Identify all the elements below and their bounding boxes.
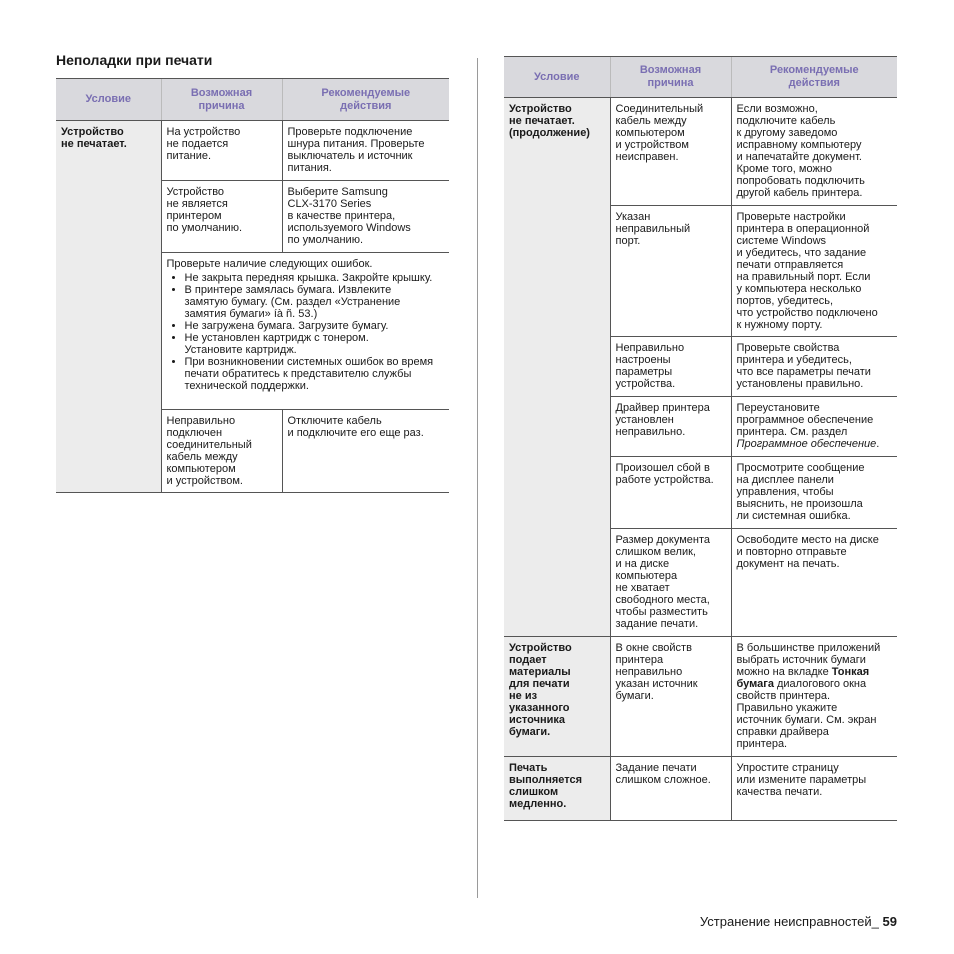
software-section-ref: Программное обеспечение	[736, 438, 877, 450]
action-text: В большинстве приложений выбрать источник бумаги можно на вкладке	[736, 642, 881, 678]
left-table	[56, 78, 449, 493]
action-cell: Упростите страницу или измените параметры качества печати.	[731, 757, 897, 821]
header-cause: Возможная причина	[161, 79, 282, 121]
cause-cell: Произошел сбой в работе устройства.	[610, 457, 731, 529]
cause-cell: Задание печати слишком сложное.	[610, 757, 731, 821]
right-table	[504, 56, 897, 821]
checklist-item: • При возникновении системных ошибок во время печати обратитесь к представителю службы технической поддержки.	[185, 356, 445, 392]
action-cell	[731, 637, 897, 757]
action-text: .	[876, 438, 880, 450]
footer-section-name: Устранение неисправностей_	[699, 914, 879, 929]
action-text: диалогового окна свойств принтера. Правильно укажите источник бумаги. См. экран справки драйвера принтера.	[736, 678, 877, 750]
cause-cell: Устройство не является принтером по умолчанию.	[161, 181, 282, 253]
cause-cell: На устройство не подается питание.	[161, 121, 282, 181]
action-cell: Проверьте подключение шнура питания. Проверьте выключатель и источник питания.	[282, 121, 449, 181]
cause-cell: В окне свойств принтера неправильно указан источник бумаги.	[610, 637, 731, 757]
action-text: Переустановите программное обеспечение принтера. См. раздел	[736, 402, 874, 438]
checklist-item: • В принтере замялась бумага. Извлеките замятую бумагу. (См. раздел «Устранение замятия бумаги» íà ñ. 53.)	[185, 284, 445, 320]
action-cell: Освободите место на диске и повторно отправьте документ на печать.	[731, 529, 897, 637]
action-cell	[731, 397, 897, 457]
condition-wrong-paper-source: Устройство подает материалы для печати не из указанного источника бумаги.	[504, 637, 610, 757]
header-cause: Возможная причина	[610, 57, 731, 98]
cause-cell: Неправильно подключен соединительный кабель между компьютером и устройством.	[161, 410, 282, 493]
action-cell: Проверьте настройки принтера в операционной системе Windows и убедитесь, что задание печати отправляется на правильный порт. Если у компьютера несколько портов, убедитесь, что устройство подключено к нужному порту.	[731, 206, 897, 337]
column-divider	[477, 58, 478, 898]
action-cell: Проверьте свойства принтера и убедитесь, что все параметры печати установлены правильно.	[731, 337, 897, 397]
checklist-item: • Не загружена бумага. Загрузите бумагу.	[185, 320, 445, 332]
page-footer	[700, 914, 897, 929]
action-cell: Просмотрите сообщение на дисплее панели управления, чтобы выяснить, не произошла ли системная ошибка.	[731, 457, 897, 529]
header-action: Рекомендуемые действия	[282, 79, 449, 121]
condition-not-printing: Устройство не печатает.	[56, 121, 161, 493]
checklist-intro: Проверьте наличие следующих ошибок.	[166, 258, 373, 270]
page-number: 59	[882, 914, 897, 929]
cause-cell: Указан неправильный порт.	[610, 206, 731, 337]
cause-cell: Драйвер принтера установлен неправильно.	[610, 397, 731, 457]
cause-cell: Размер документа слишком велик, и на диске компьютера не хватает свободного места, чтобы разместить задание печати.	[610, 529, 731, 637]
condition-not-printing-continued: Устройство не печатает. (продолжение)	[504, 98, 610, 637]
error-checklist	[161, 253, 449, 410]
checklist-item: • Не установлен картридж с тонером. Установите картридж.	[185, 332, 445, 356]
condition-slow-printing: Печать выполняется слишком медленно.	[504, 757, 610, 821]
header-condition: Условие	[504, 57, 610, 98]
header-action: Рекомендуемые действия	[731, 57, 897, 98]
tab-name-thin-paper: Тонкая бумага	[736, 666, 870, 690]
action-cell: Отключите кабель и подключите его еще раз.	[282, 410, 449, 493]
action-cell: Выберите Samsung CLX-3170 Series в качестве принтера, используемого Windows по умолчанию.	[282, 181, 449, 253]
cause-cell: Неправильно настроены параметры устройства.	[610, 337, 731, 397]
section-title: Неполадки при печати	[56, 52, 213, 68]
action-cell: Если возможно, подключите кабель к другому заведомо исправному компьютеру и напечатайте документ. Кроме того, можно попробовать подключить другой кабель принтера.	[731, 98, 897, 206]
header-condition: Условие	[56, 79, 161, 121]
checklist-item: • Не закрыта передняя крышка. Закройте крышку.	[185, 272, 445, 284]
cause-cell: Соединительный кабель между компьютером и устройством неисправен.	[610, 98, 731, 206]
